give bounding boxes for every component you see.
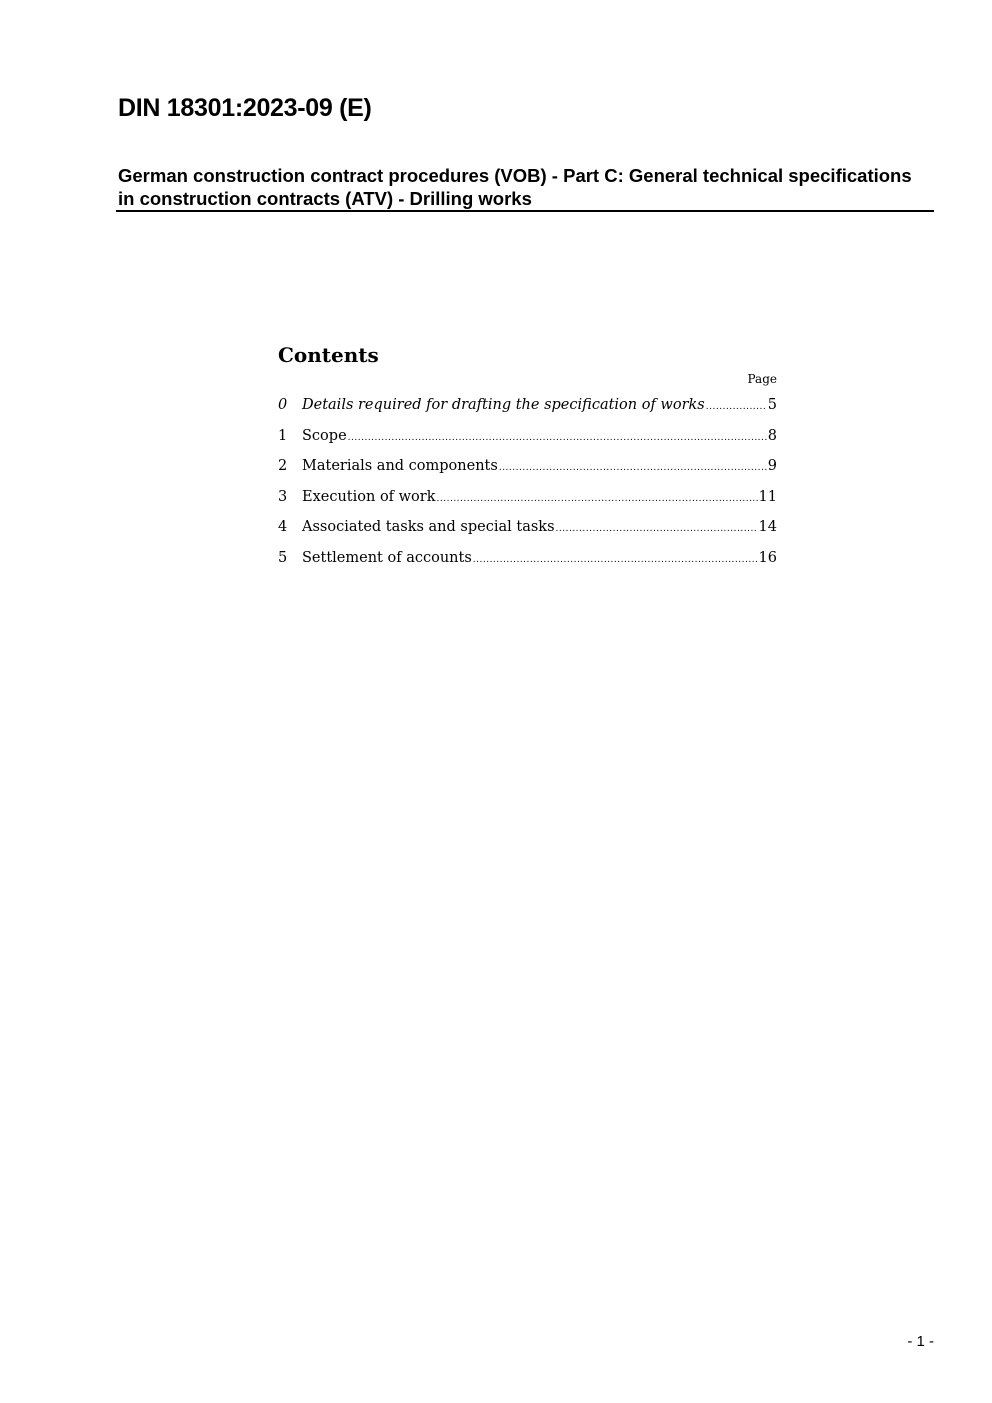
page-number: - 1 -: [907, 1333, 934, 1350]
page-column-label: Page: [747, 372, 777, 386]
toc-entry-text: Materials and components: [302, 458, 498, 474]
toc-entry-number: 4: [278, 519, 288, 535]
contents-heading: Contents: [278, 343, 379, 367]
table-of-contents: [278, 397, 777, 580]
toc-entry-2[interactable]: [278, 458, 777, 489]
toc-entry-number: 1: [278, 427, 288, 444]
toc-entry-0[interactable]: [278, 397, 777, 428]
document-id: DIN 18301:2023-09 (E): [118, 94, 372, 122]
toc-entry-number: 5: [278, 549, 288, 566]
toc-entry-page: 5: [767, 397, 777, 413]
title-underline: [116, 210, 934, 212]
toc-entry-text: Settlement of accounts: [302, 549, 472, 566]
toc-entry-page: 8: [767, 427, 777, 444]
toc-entry-page: 9: [767, 458, 777, 474]
toc-entry-number: 3: [278, 488, 288, 505]
toc-dot-leader: [556, 524, 758, 534]
toc-entry-text: Scope: [302, 427, 347, 444]
toc-entry-page: 16: [758, 549, 777, 566]
toc-entry-text: Details required for drafting the specification of works: [302, 397, 705, 413]
toc-entry-3[interactable]: [278, 489, 777, 520]
toc-entry-page: 11: [758, 488, 777, 505]
toc-entry-5[interactable]: [278, 550, 777, 581]
toc-dot-leader: [706, 402, 767, 412]
toc-dot-leader: [473, 555, 758, 565]
toc-entry-1[interactable]: [278, 428, 777, 459]
toc-dot-leader: [499, 463, 767, 473]
toc-entry-text: Execution of work: [302, 488, 436, 505]
toc-dot-leader: [437, 494, 758, 504]
toc-entry-number: 0: [278, 397, 288, 413]
document-title: German construction contract procedures (VOB) - Part C: General technical specifications in construction contracts (ATV) - Drilling works: [118, 165, 912, 209]
toc-entry-4[interactable]: [278, 519, 777, 550]
toc-entry-text: Associated tasks and special tasks: [302, 519, 555, 535]
toc-dot-leader: [348, 433, 767, 443]
toc-entry-page: 14: [758, 519, 777, 535]
toc-entry-number: 2: [278, 458, 288, 474]
